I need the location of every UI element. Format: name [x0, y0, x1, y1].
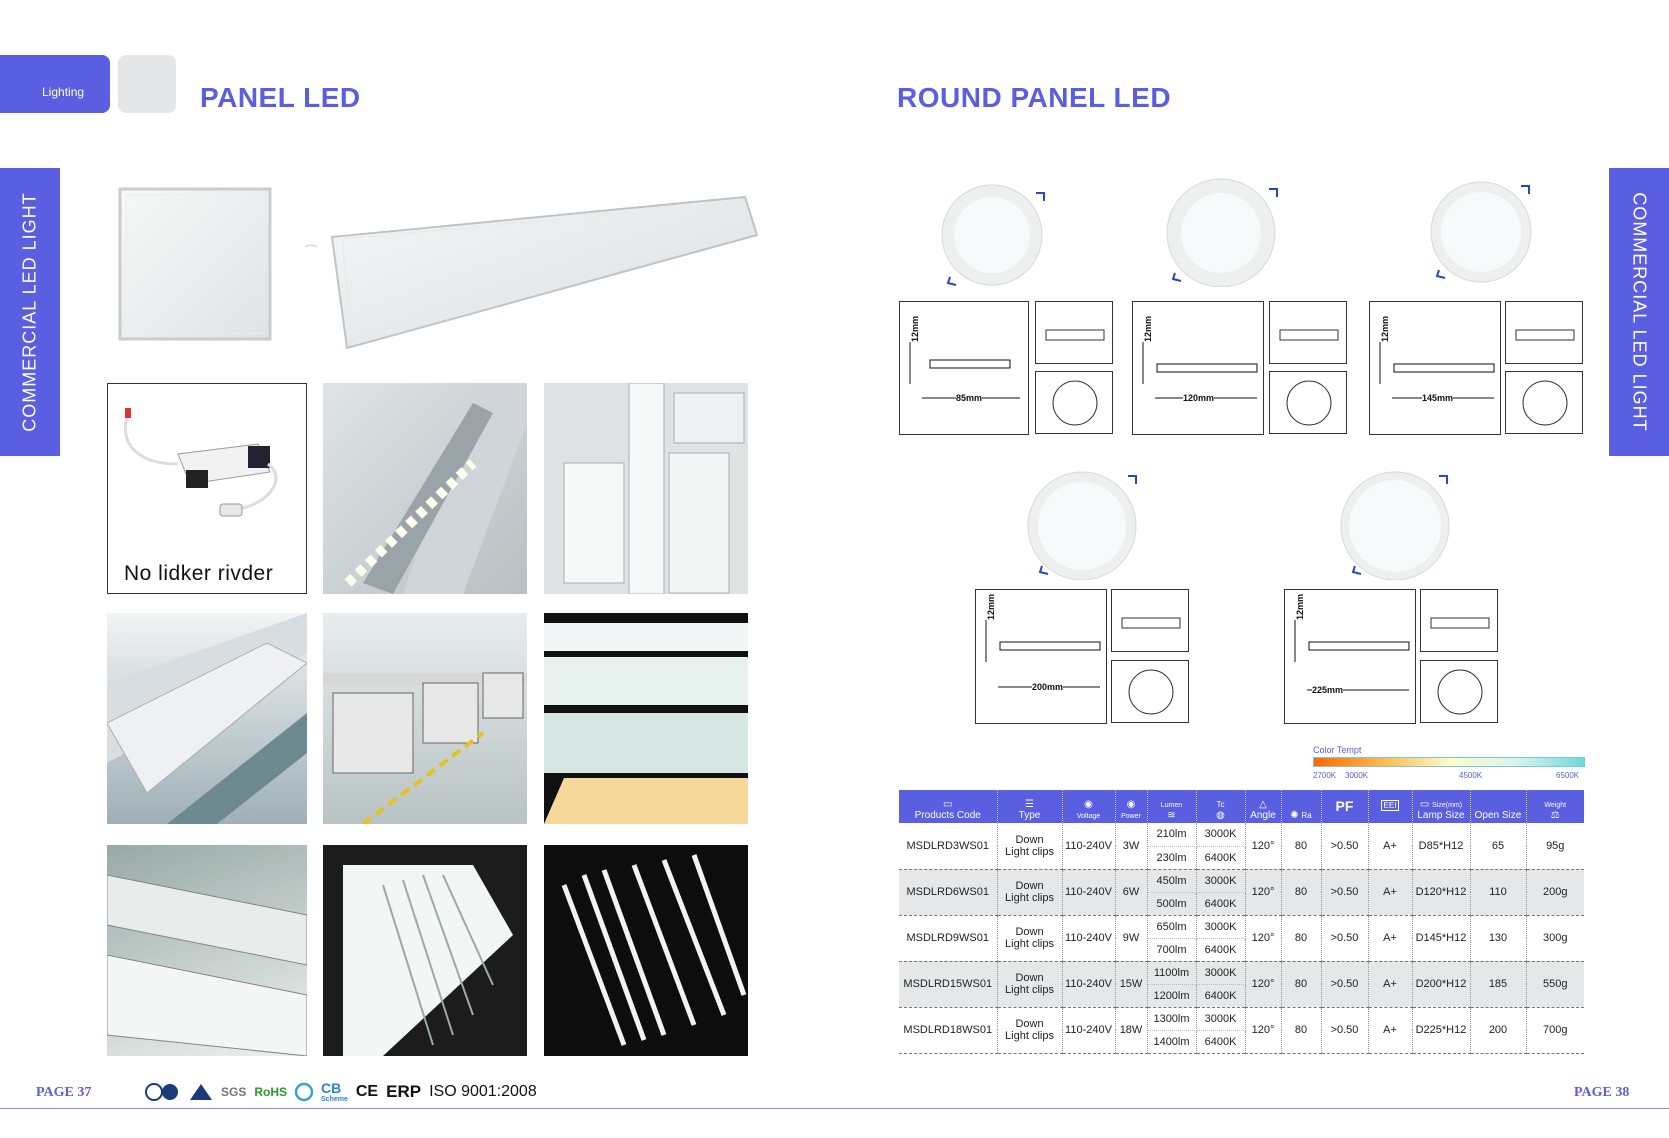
cell-tc-1: 3000K	[1196, 961, 1245, 984]
cell-power: 6W	[1115, 869, 1147, 915]
panel-cross-section-photo	[323, 383, 527, 594]
cell-type	[997, 869, 1062, 915]
cell-tc-1: 3000K	[1196, 915, 1245, 938]
cell-ra: 80	[1281, 869, 1321, 915]
cell-eei: A+	[1368, 1007, 1412, 1053]
drawing-18w-width: 225mm	[1312, 685, 1344, 695]
side-tab-left-label: COMMERCIAL LED LIGHT	[19, 192, 40, 432]
cell-voltage: 110-240V	[1062, 869, 1115, 915]
cell-lamp-size: D200*H12	[1412, 961, 1470, 1007]
cell-type	[997, 1007, 1062, 1053]
power-icon: ◉	[1126, 799, 1136, 810]
header-lamp-size-label: Lamp Size	[1417, 810, 1465, 821]
aging-test-night-photo	[544, 845, 748, 1056]
header-angle	[1245, 790, 1281, 823]
cell-open-size: 185	[1470, 961, 1526, 1007]
cell-open-size: 65	[1470, 823, 1526, 869]
cell-weight: 700g	[1526, 1007, 1584, 1053]
cell-pf: >0.50	[1321, 869, 1368, 915]
side-tab-right-label: COMMERCIAL LED LIGHT	[1629, 192, 1650, 432]
cell-eei: A+	[1368, 961, 1412, 1007]
footer-divider	[0, 1108, 1669, 1109]
cell-tc-1: 3000K	[1196, 1007, 1245, 1030]
header-code-label: Products Code	[914, 810, 981, 821]
side-tab-left	[0, 168, 60, 456]
cell-angle: 120°	[1245, 1007, 1281, 1053]
cell-type-line2: Light clips	[1005, 892, 1054, 904]
spec-table	[899, 790, 1584, 1054]
drawing-6w-back	[1269, 371, 1347, 434]
cell-angle: 120°	[1245, 869, 1281, 915]
cell-type-line2: Light clips	[1005, 984, 1054, 996]
panels-stacked-photo	[544, 383, 748, 594]
header-tc-label: Tc	[1216, 800, 1225, 809]
cell-lamp-size: D85*H12	[1412, 823, 1470, 869]
cell-weight: 550g	[1526, 961, 1584, 1007]
cell-tc-2: 6400K	[1196, 1030, 1245, 1053]
drawing-18w-height: 12mm	[1295, 593, 1305, 620]
cell-code: MSDLRD15WS01	[899, 961, 997, 1007]
round-lamp-3w-image	[940, 183, 1050, 288]
header-eei	[1368, 790, 1412, 823]
cell-type	[997, 915, 1062, 961]
drawing-3w-width: 85mm	[956, 393, 983, 403]
panel-assembly-photo	[107, 845, 307, 1056]
cell-weight: 95g	[1526, 823, 1584, 869]
ra-bulb-icon: ✺	[1290, 810, 1299, 821]
drawing-15w-width: 200mm	[1032, 682, 1064, 692]
cell-power: 9W	[1115, 915, 1147, 961]
table-row	[899, 961, 1584, 984]
table-row	[899, 915, 1584, 938]
drawing-9w-width: 145mm	[1422, 393, 1454, 403]
cell-tc-2: 6400K	[1196, 938, 1245, 961]
drawing-3w-profile	[899, 301, 1029, 435]
cell-code: MSDLRD9WS01	[899, 915, 997, 961]
cell-tc-1: 3000K	[1196, 823, 1245, 846]
cb-scheme-text: Scheme	[321, 1096, 348, 1103]
drawing-18w-back	[1420, 660, 1498, 723]
cell-voltage: 110-240V	[1062, 823, 1115, 869]
drawing-15w-profile	[975, 589, 1107, 724]
rectangle-panel-image	[305, 195, 760, 355]
cell-voltage: 110-240V	[1062, 961, 1115, 1007]
page-number-right: PAGE 38	[1574, 1085, 1630, 1100]
header-open-size-label: Open Size	[1474, 810, 1522, 821]
header-tc	[1196, 790, 1245, 823]
cell-tc-2: 6400K	[1196, 892, 1245, 915]
cell-eei: A+	[1368, 915, 1412, 961]
angle-icon: △	[1259, 799, 1267, 810]
header-lumen	[1147, 790, 1196, 823]
cell-type-line1: Down	[1015, 880, 1044, 892]
header-size-label: Size(mm)	[1432, 802, 1463, 809]
cell-type-line1: Down	[1015, 1018, 1044, 1030]
cell-ra: 80	[1281, 915, 1321, 961]
drawing-18w-profile	[1284, 589, 1416, 724]
drawing-9w-height: 12mm	[1380, 315, 1390, 342]
drawing-15w-back	[1111, 660, 1189, 723]
drawing-18w-side	[1420, 589, 1498, 652]
cell-lumen-1: 450lm	[1147, 869, 1196, 892]
round-lamp-18w-image	[1335, 470, 1465, 580]
cell-pf: >0.50	[1321, 915, 1368, 961]
cb-logo	[321, 1080, 348, 1103]
header-eei-label: EEI	[1381, 800, 1400, 811]
cell-angle: 120°	[1245, 915, 1281, 961]
header-power-label: Power	[1121, 813, 1141, 820]
drawing-6w-height: 12mm	[1143, 315, 1153, 342]
color-wheel-icon: ◍	[1216, 810, 1225, 821]
header-power	[1115, 790, 1147, 823]
cell-lumen-2: 700lm	[1147, 938, 1196, 961]
page-number-left: PAGE 37	[36, 1085, 92, 1100]
triangle-mark-icon	[189, 1083, 213, 1101]
certification-logos	[145, 1080, 537, 1103]
cb-logo-text: CB	[321, 1080, 342, 1096]
header-lumen-label: Lumen	[1160, 802, 1183, 809]
factory-line-photo	[107, 613, 307, 824]
drawing-9w-profile	[1369, 301, 1501, 435]
cell-type	[997, 961, 1062, 1007]
lamp-type-icon: ☰	[1025, 799, 1034, 810]
cell-pf: >0.50	[1321, 823, 1368, 869]
cell-weight: 300g	[1526, 915, 1584, 961]
cell-type-line1: Down	[1015, 833, 1044, 846]
header-voltage-label: Voltage	[1076, 813, 1101, 820]
cell-lumen-1: 210lm	[1147, 823, 1196, 846]
cell-ra: 80	[1281, 961, 1321, 1007]
round-lamp-9w-image	[1425, 180, 1545, 285]
cell-open-size: 200	[1470, 1007, 1526, 1053]
header-ra-label: Ra	[1301, 811, 1312, 820]
cell-ra: 80	[1281, 1007, 1321, 1053]
cell-lumen-2: 1400lm	[1147, 1030, 1196, 1053]
table-row	[899, 823, 1584, 846]
cell-lamp-size: D225*H12	[1412, 1007, 1470, 1053]
cell-type-line1: Down	[1015, 972, 1044, 984]
drawing-6w-side	[1269, 301, 1347, 364]
cell-power: 3W	[1115, 823, 1147, 869]
cell-open-size: 110	[1470, 869, 1526, 915]
cell-tc-2: 6400K	[1196, 846, 1245, 869]
cell-type-line2: Light clips	[1005, 938, 1054, 950]
aging-test-rack-photo	[323, 845, 527, 1056]
spec-table-header	[899, 790, 1584, 823]
cell-code: MSDLRD3WS01	[899, 823, 997, 869]
color-temp-3000: 3000K	[1345, 771, 1369, 780]
round-lamp-6w-image	[1165, 177, 1285, 287]
cell-lumen-1: 650lm	[1147, 915, 1196, 938]
cell-type-line2: Light clips	[1005, 845, 1054, 858]
drawing-15w-side	[1111, 589, 1189, 652]
cell-angle: 120°	[1245, 823, 1281, 869]
square-panel-image	[116, 185, 276, 345]
cell-pf: >0.50	[1321, 961, 1368, 1007]
cell-type	[997, 823, 1062, 869]
drawing-6w-width: 120mm	[1183, 393, 1215, 403]
section-tab-lighting[interactable]	[0, 55, 110, 113]
header-code	[899, 790, 997, 823]
cell-power: 15W	[1115, 961, 1147, 1007]
color-temp-gradient	[1313, 757, 1585, 767]
cell-code: MSDLRD6WS01	[899, 869, 997, 915]
folder-icon: ▭	[943, 799, 953, 810]
header-voltage	[1062, 790, 1115, 823]
header-ra	[1281, 790, 1321, 823]
cell-voltage: 110-240V	[1062, 1007, 1115, 1053]
cell-power: 18W	[1115, 1007, 1147, 1053]
cell-tc-2: 6400K	[1196, 984, 1245, 1007]
cell-open-size: 130	[1470, 915, 1526, 961]
color-temp-2700: 2700K	[1313, 771, 1337, 780]
driver-caption: No lidker rivder	[124, 562, 274, 585]
header-weight-label: Weight	[1544, 802, 1567, 809]
drawing-3w-height: 12mm	[910, 315, 920, 342]
side-tab-right	[1609, 168, 1669, 456]
section-tab-label: Lighting	[42, 85, 85, 99]
g-mark-icon	[295, 1082, 313, 1102]
cell-angle: 120°	[1245, 961, 1281, 1007]
lit-panels-photo	[544, 613, 748, 824]
header-lamp-size	[1412, 790, 1470, 823]
cell-lumen-2: 1200lm	[1147, 984, 1196, 1007]
cell-lumen-2: 500lm	[1147, 892, 1196, 915]
round-lamp-15w-image	[1022, 470, 1152, 580]
cell-voltage: 110-240V	[1062, 915, 1115, 961]
cell-tc-1: 3000K	[1196, 869, 1245, 892]
drawing-3w-back	[1035, 371, 1113, 434]
erp-mark: ERP	[386, 1081, 422, 1101]
drawing-9w-back	[1505, 371, 1583, 434]
cell-lumen-2: 230lm	[1147, 846, 1196, 869]
section-tab-blank	[118, 55, 176, 113]
cell-lumen-1: 1300lm	[1147, 1007, 1196, 1030]
cell-ra: 80	[1281, 823, 1321, 869]
page-title-right: ROUND PANEL LED	[897, 82, 1172, 113]
warehouse-carts-photo	[323, 613, 527, 824]
led-driver-photo	[107, 383, 307, 594]
iso-mark: ISO 9001:2008	[429, 1082, 537, 1100]
ce-mark: CE	[355, 1082, 379, 1100]
weight-icon: ⚖	[1550, 810, 1560, 821]
cell-lamp-size: D120*H12	[1412, 869, 1470, 915]
cell-weight: 200g	[1526, 869, 1584, 915]
drawing-3w-side	[1035, 301, 1113, 364]
color-temp-6500: 6500K	[1556, 771, 1580, 780]
gs-mark-icon	[145, 1083, 181, 1101]
table-row	[899, 1007, 1584, 1030]
lumen-icon: ≋	[1167, 810, 1176, 821]
header-type-label: Type	[1018, 810, 1041, 821]
cell-eei: A+	[1368, 869, 1412, 915]
drawing-15w-height: 12mm	[986, 593, 996, 620]
rohs-logo: RoHS	[254, 1084, 288, 1099]
header-angle-label: Angle	[1250, 810, 1276, 821]
drawing-6w-profile	[1132, 301, 1264, 435]
header-pf: PF	[1321, 790, 1368, 823]
color-temp-title: Color Tempt	[1313, 745, 1362, 755]
ruler-icon: ▭	[1419, 799, 1430, 810]
cell-type-line1: Down	[1015, 926, 1044, 938]
color-temp-4500: 4500K	[1459, 771, 1483, 780]
cell-type-line2: Light clips	[1005, 1030, 1054, 1042]
sgs-logo: SGS	[221, 1084, 247, 1099]
cell-code: MSDLRD18WS01	[899, 1007, 997, 1053]
cell-pf: >0.50	[1321, 1007, 1368, 1053]
header-type	[997, 790, 1062, 823]
drawing-9w-side	[1505, 301, 1583, 364]
cell-lamp-size: D145*H12	[1412, 915, 1470, 961]
header-weight	[1526, 790, 1584, 823]
cell-lumen-1: 1100lm	[1147, 961, 1196, 984]
voltage-icon: ◉	[1084, 799, 1093, 810]
header-open-size	[1470, 790, 1526, 823]
page-title-left: PANEL LED	[200, 82, 361, 113]
table-row	[899, 869, 1584, 892]
cell-eei: A+	[1368, 823, 1412, 869]
